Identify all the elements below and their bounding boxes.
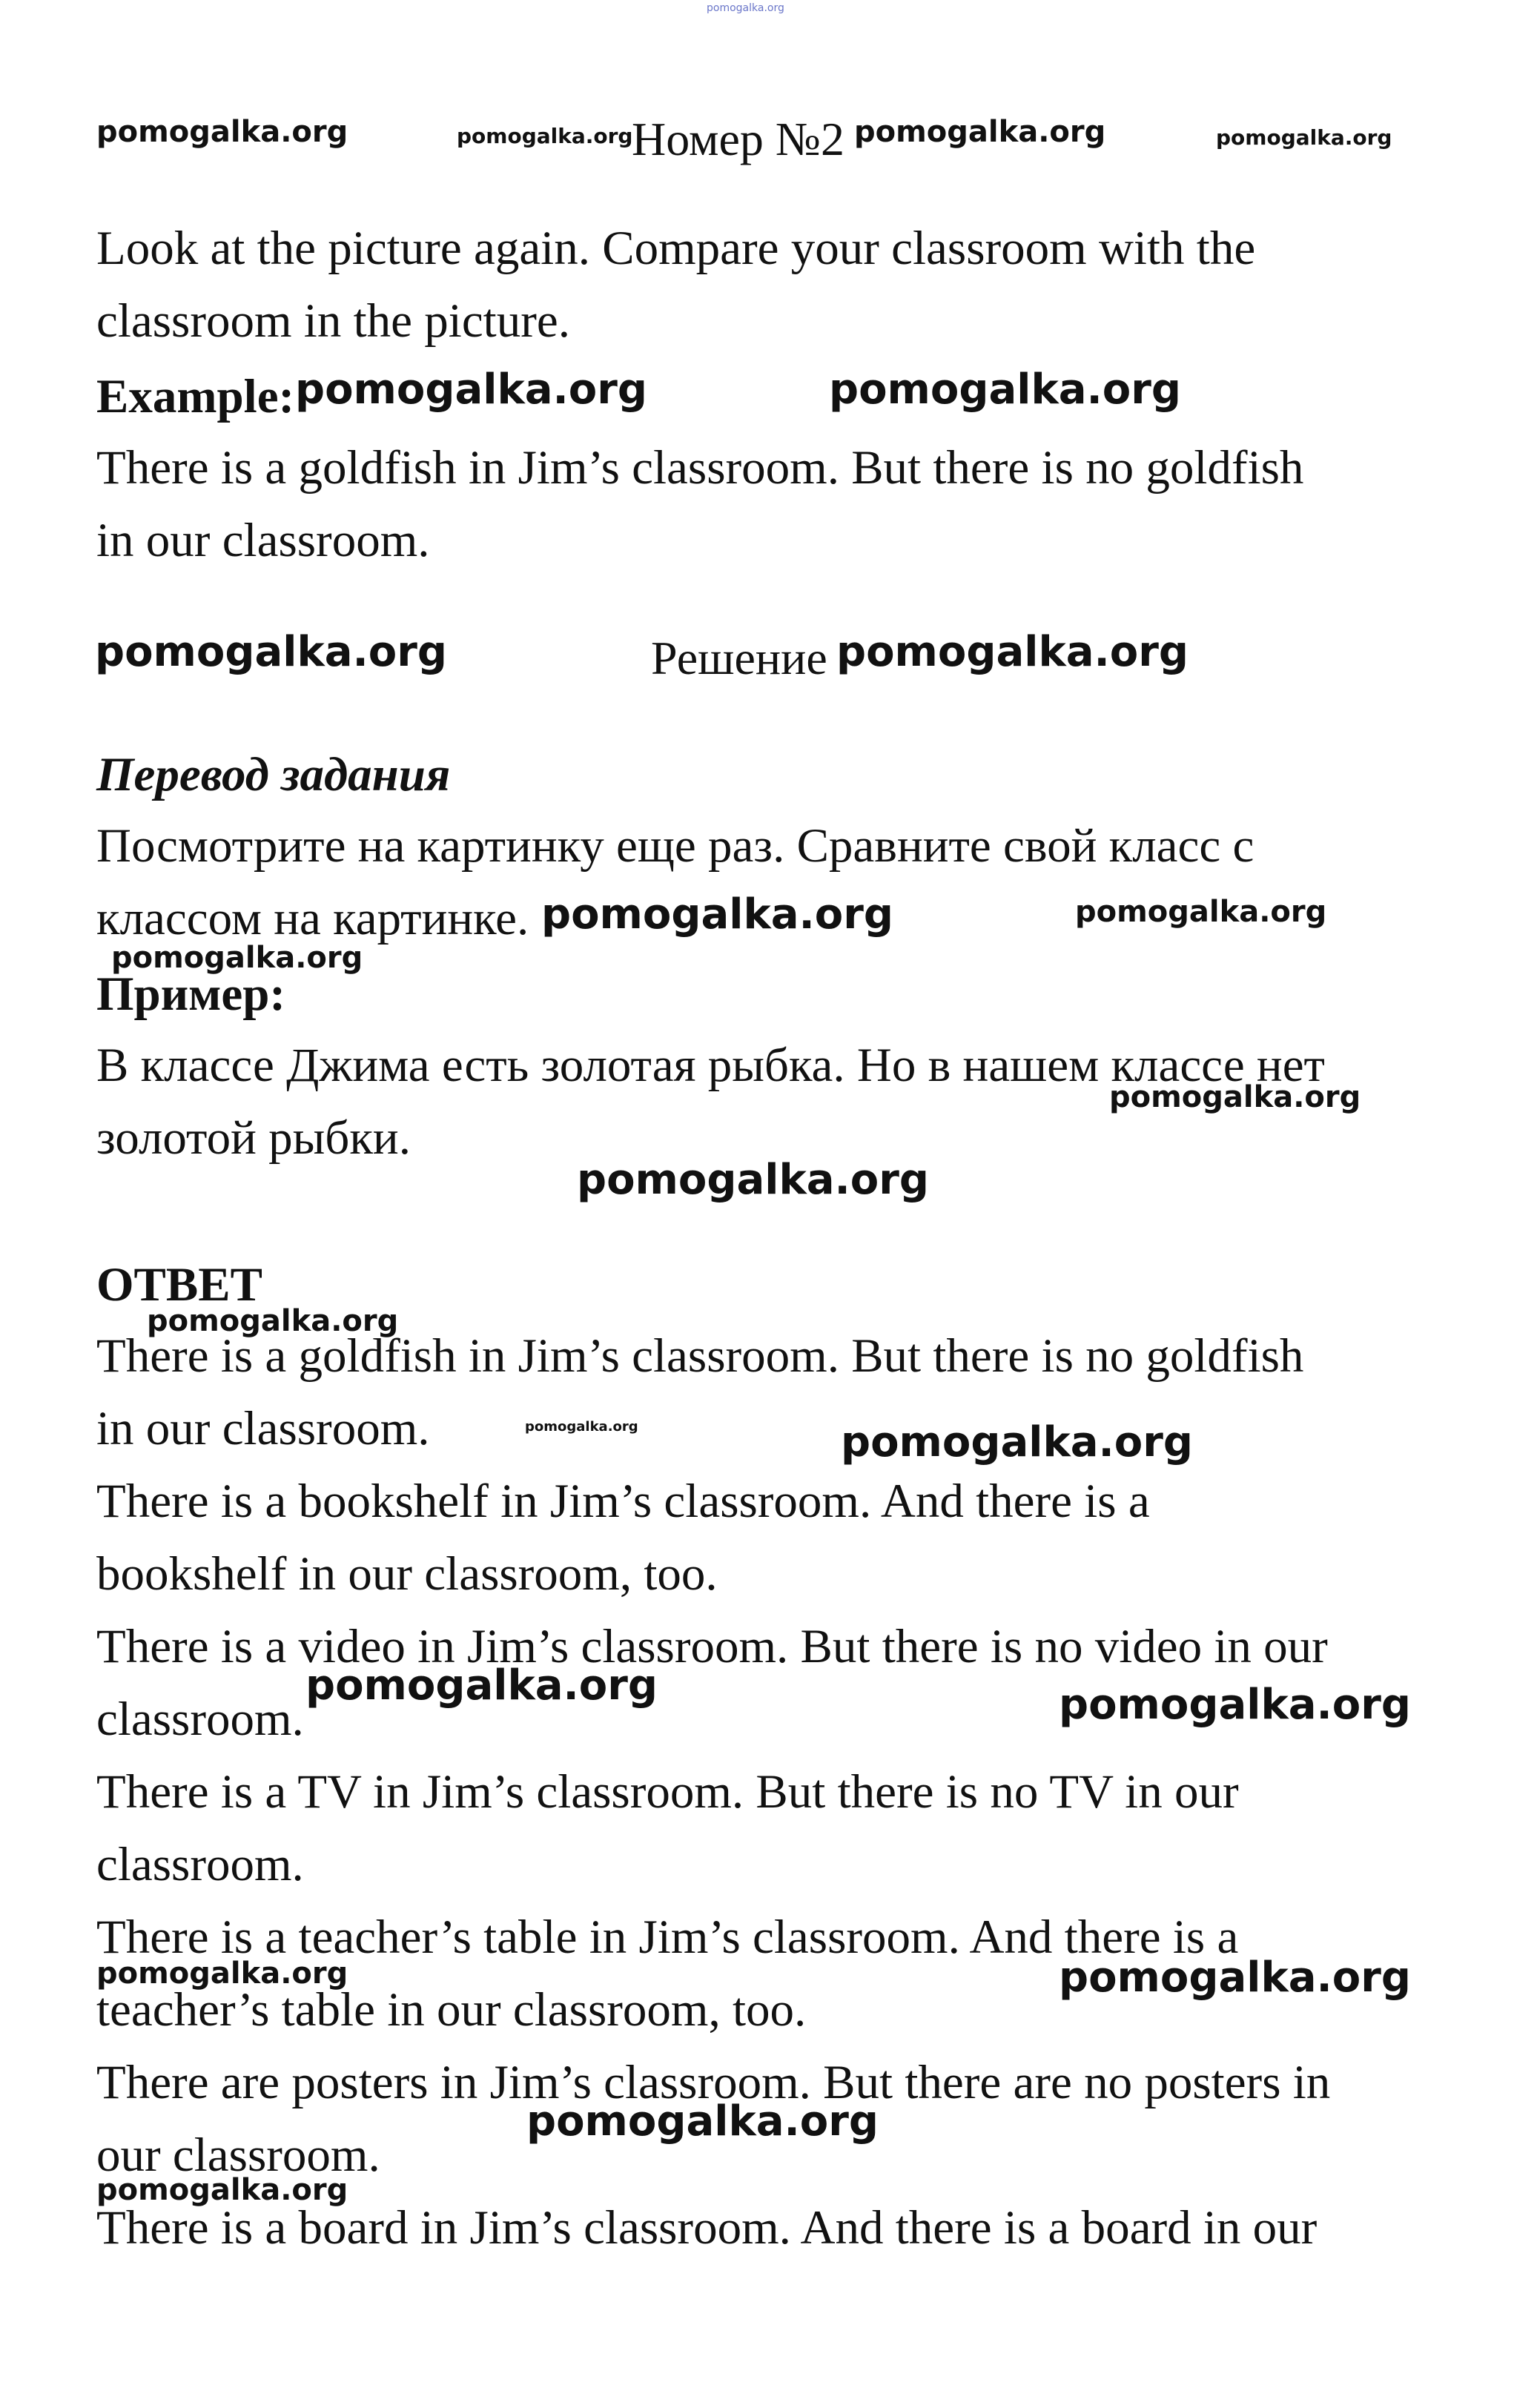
answer-line: There is a board in Jim’s classroom. And there is a board in our	[96, 2201, 1318, 2255]
watermark: pomogalka.org	[526, 2097, 879, 2146]
example-line: There is a goldfish in Jim’s classroom. But there is no goldfish	[96, 441, 1304, 494]
answer-line: There is a bookshelf in Jim’s classroom. And there is a	[96, 1475, 1150, 1528]
answer-line: in our classroom.	[96, 1402, 430, 1455]
answer-line: There is a teacher’s table in Jim’s classroom. And there is a	[96, 1911, 1239, 1964]
watermark: pomogalka.org	[95, 628, 447, 676]
watermark: pomogalka.org	[829, 366, 1181, 414]
watermark: pomogalka.org	[1216, 125, 1392, 150]
answer-line: teacher’s table in our classroom, too.	[96, 1983, 807, 2037]
watermark: pomogalka.org	[836, 628, 1189, 676]
translation-example-label: Пример:	[96, 968, 286, 1021]
watermark: pomogalka.org	[96, 115, 348, 149]
answer-heading: ОТВЕТ	[96, 1258, 262, 1312]
answer-line: There is a goldfish in Jim’s classroom. But there is no goldfish	[96, 1329, 1304, 1383]
translation-heading: Перевод задания	[96, 748, 451, 801]
page-title: Номер №2	[632, 113, 844, 165]
watermark: pomogalka.org	[1109, 1080, 1361, 1114]
answer-line: bookshelf in our classroom, too.	[96, 1547, 718, 1601]
answer-line: classroom.	[96, 1693, 304, 1746]
watermark: pomogalka.org	[541, 890, 893, 939]
watermark: pomogalka.org	[854, 115, 1106, 149]
watermark: pomogalka.org	[96, 2173, 348, 2207]
answer-line: our classroom.	[96, 2128, 380, 2182]
task-line: Look at the picture again. Compare your classroom with the	[96, 222, 1256, 275]
answer-line: There is a video in Jim’s classroom. But there is no video in our	[96, 1620, 1328, 1673]
watermark: pomogalka.org	[96, 1956, 348, 1991]
watermark: pomogalka.org	[525, 1419, 638, 1435]
translation-line: классом на картинке.	[96, 892, 529, 945]
translation-example-line: золотой рыбки.	[96, 1111, 411, 1165]
watermark: pomogalka.org	[305, 1661, 658, 1710]
translation-line: Посмотрите на картинку еще раз. Сравните свой класс с	[96, 819, 1254, 873]
watermark: pomogalka.org	[295, 366, 647, 414]
top-watermark: pomogalka.org	[707, 2, 784, 14]
answer-line: There is a TV in Jim’s classroom. But there is no TV in our	[96, 1765, 1239, 1819]
watermark: pomogalka.org	[1075, 895, 1327, 929]
watermark: pomogalka.org	[147, 1304, 399, 1338]
watermark: pomogalka.org	[577, 1156, 929, 1204]
example-line: in our classroom.	[96, 514, 430, 567]
watermark: pomogalka.org	[111, 941, 363, 975]
translation-example-line: В классе Джима есть золотая рыбка. Но в нашем классе нет	[96, 1039, 1325, 1092]
task-line: classroom in the picture.	[96, 294, 570, 348]
solution-label: Решение	[651, 632, 827, 684]
watermark: pomogalka.org	[457, 124, 633, 148]
watermark: pomogalka.org	[841, 1418, 1193, 1466]
answer-line: classroom.	[96, 1838, 304, 1891]
watermark: pomogalka.org	[1059, 1681, 1411, 1729]
watermark: pomogalka.org	[1059, 1954, 1411, 2002]
answer-line: There are posters in Jim’s classroom. But there are no posters in	[96, 2056, 1331, 2109]
example-label: Example:	[96, 370, 295, 423]
